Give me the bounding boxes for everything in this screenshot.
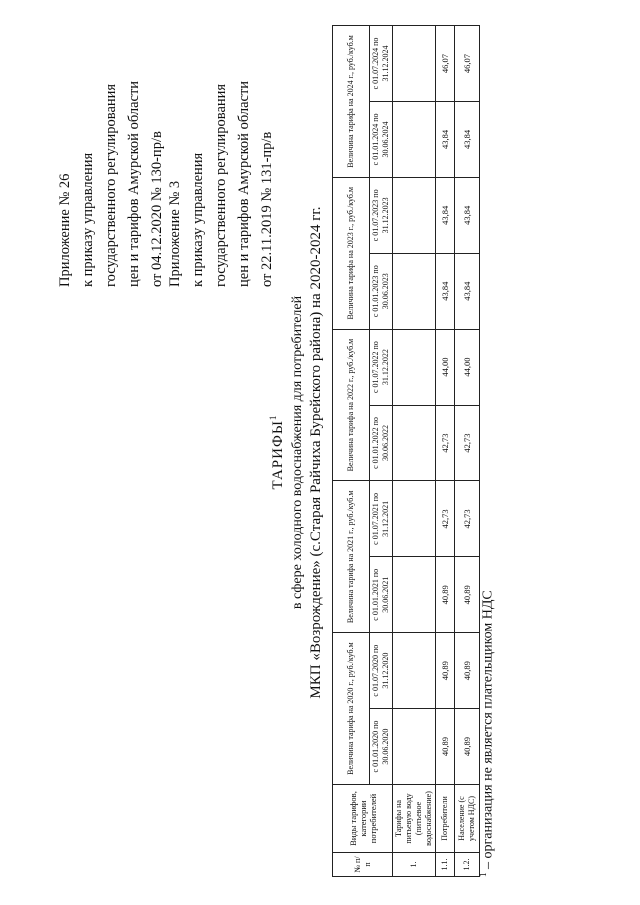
tariff-cell: 44,00 [455,329,480,405]
title-text: ТАРИФЫ [270,420,286,490]
year-group-header: Величина тарифа на 2024 г., руб./куб.м [333,26,370,178]
tariff-cell: 43,84 [455,253,480,329]
document-title [268,0,287,905]
table-header-row [333,26,370,877]
appendix-26-header [54,81,169,287]
row-label: Тарифы на питьевую воду (питьевое водоснабжение) [393,785,436,853]
appendix-line: государственного регулирования [103,83,119,287]
footnote-text: – организация не является плательщиком НДС [480,590,496,873]
tariffs-table [332,25,480,877]
appendix-3-header [164,81,279,287]
tariff-cell: 40,89 [436,709,455,785]
appendix-line: государственного регулирования [213,83,229,287]
title-footnote-mark: 1 [268,415,278,421]
row-number: 1.2. [455,853,480,877]
column-header-tariff-kind: Виды тарифов, категории потребителей [333,785,393,853]
period-header: с 01.07.2022 по 31.12.2022 [370,329,393,405]
tariff-cell [393,101,436,177]
year-group-header: Величина тарифа на 2020 г., руб./куб.м [333,633,370,785]
tariff-cell: 43,84 [436,253,455,329]
period-header: с 01.07.2021 по 31.12.2021 [370,481,393,557]
footnote-mark: 1 [478,872,488,877]
table-row [393,26,436,877]
tariff-cell: 46,07 [455,26,480,102]
appendix-line: цен и тарифов Амурской области [126,80,142,287]
document-subtitle: в сфере холодного водоснабжения для потребителей [290,295,305,610]
tariff-cell [393,329,436,405]
tariff-cell: 42,73 [455,481,480,557]
column-header-number: № п/п [333,853,393,877]
tariff-cell [393,253,436,329]
tariff-cell [393,709,436,785]
tariff-cell [393,481,436,557]
row-label: Потребители [436,785,455,853]
appendix-line: цен и тарифов Амурской области [236,80,252,287]
tariff-cell: 42,73 [436,481,455,557]
appendix-line: от 04.12.2020 № 130-пр/в [149,131,165,287]
tariff-cell [393,405,436,481]
row-label: Население (с учетом НДС) [455,785,480,853]
tariff-cell [393,177,436,253]
table-period-row [370,26,393,877]
document-subtitle-organization: МКП «Возрождение» (с.Старая Райчиха Бурейского района) на 2020-2024 гг. [308,206,324,699]
period-header: с 01.01.2023 по 30.06.2023 [370,253,393,329]
tariff-cell: 46,07 [436,26,455,102]
period-header: с 01.01.2020 по 30.06.2020 [370,709,393,785]
appendix-line: к приказу управления [80,152,96,287]
year-group-header: Величина тарифа на 2022 г., руб./куб.м [333,329,370,481]
footnote [478,590,497,877]
table-row [455,26,480,877]
tariff-cell: 43,84 [455,177,480,253]
appendix-line: Приложение № 26 [57,173,73,287]
appendix-line: к приказу управления [190,152,206,287]
table-row [436,26,455,877]
year-group-header: Величина тарифа на 2021 г., руб./куб.м [333,481,370,633]
tariff-cell: 40,89 [436,557,455,633]
period-header: с 01.07.2024 по 31.12.2024 [370,26,393,102]
period-header: с 01.07.2020 по 31.12.2020 [370,633,393,709]
tariff-cell: 43,84 [455,101,480,177]
tariff-cell: 40,89 [455,709,480,785]
period-header: с 01.01.2022 по 30.06.2022 [370,405,393,481]
tariff-cell [393,26,436,102]
tariff-cell: 40,89 [455,633,480,709]
appendix-line: от 22.11.2019 № 131-пр/в [259,131,275,287]
tariff-cell [393,557,436,633]
appendix-line: Приложение № 3 [167,180,183,287]
period-header: с 01.01.2024 по 30.06.2024 [370,101,393,177]
row-number: 1.1. [436,853,455,877]
row-number: 1. [393,853,436,877]
tariff-cell: 44,00 [436,329,455,405]
tariff-cell: 43,84 [436,177,455,253]
tariff-cell [393,633,436,709]
tariff-cell: 42,73 [436,405,455,481]
tariff-cell: 40,89 [455,557,480,633]
period-header: с 01.07.2023 по 31.12.2023 [370,177,393,253]
tariff-cell: 43,84 [436,101,455,177]
year-group-header: Величина тарифа на 2023 г., руб./куб.м [333,177,370,329]
tariff-cell: 42,73 [455,405,480,481]
period-header: с 01.01.2021 по 30.06.2021 [370,557,393,633]
tariff-cell: 40,89 [436,633,455,709]
